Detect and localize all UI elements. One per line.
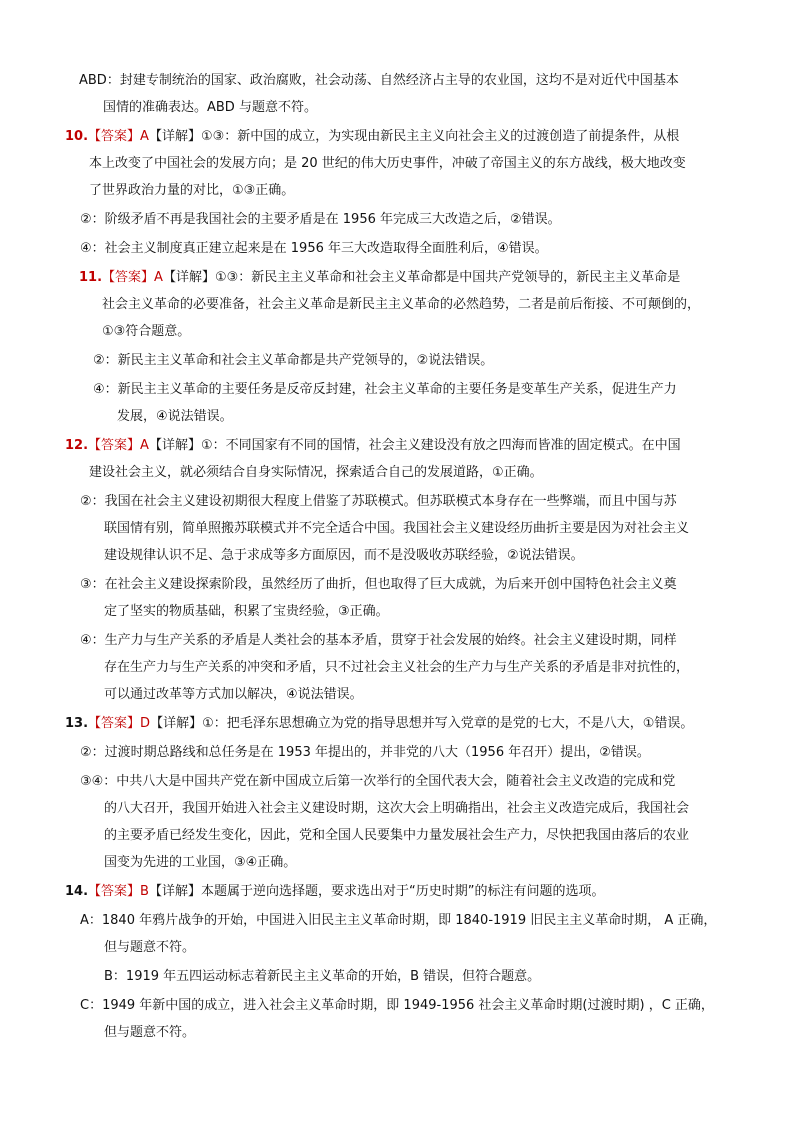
explanation-line: ④：社会主义制度真正建立起来是在 1956 年三大改造取得全面胜利后，④错误。 [80,241,548,256]
explanation-line: ④：新民主主义革命的主要任务是反帝反封建，社会主义革命的主要任务是变革生产关系，促进生产力 [93,382,677,397]
question-13-heading [65,715,693,733]
answer-letter: D [140,716,151,731]
question-number: 12. [65,438,89,453]
explanation-text: 【详解】①③：新民主主义革命和社会主义革命都是中国共产党领导的，新民主主义革命是 [162,270,681,285]
answer-tag: 【答案】 [88,884,141,899]
option-b-line: B：1919 年五四运动标志着新民主主义革命的开始，B 错误，但符合题意。 [104,969,541,984]
option-abd-line: ABD：封建专制统治的国家、政治腐败，社会动荡、自然经济占主导的农业国，这均不是对近代中国基本 [79,73,679,88]
explanation-line: ④：生产力与生产关系的矛盾是人类社会的基本矛盾，贯穿于社会发展的始终。社会主义建设时期，同样 [80,633,677,648]
explanation-line: 定了坚实的物质基础，积累了宝贵经验，③正确。 [104,604,389,619]
question-14-heading [65,883,604,901]
explanation-text: 【详解】①③：新中国的成立，为实现由新民主主义向社会主义的过渡创造了前提条件，从根 [148,129,680,144]
option-c-line: 但与题意不符。 [104,1025,196,1040]
answer-letter: A [140,129,149,144]
explanation-line: 联国情有别，简单照搬苏联模式并不完全适合中国。我国社会主义建设经历曲折主要是因为对社会主义 [104,521,690,536]
explanation-line: 建设规律认识不足、急于求成等多方面原因，而不是没吸收苏联经验，②说法错误。 [104,548,584,563]
explanation-line: 的八大召开，我国开始进入社会主义建设时期，这次大会上明确指出，社会主义改造完成后，我国社会 [104,801,690,816]
explanation-line: 存在生产力与生产关系的冲突和矛盾，只不过社会主义社会的生产力与生产关系的矛盾是非对抗性的， [104,660,690,675]
answer-tag: 【答案】 [88,438,141,453]
answer-tag: 【答案】 [88,129,141,144]
explanation-line: 建设社会主义，就必须结合自身实际情况，探索适合自己的发展道路，①正确。 [89,465,543,480]
answer-letter: B [140,884,149,899]
explanation-line: 社会主义革命的必要准备，社会主义革命是新民主主义革命的必然趋势，二者是前后衔接、不可颠倒的， [102,297,701,312]
question-number: 14. [65,884,89,899]
question-11-heading [79,269,680,287]
question-10-heading [65,128,679,146]
explanation-line: ③④：中共八大是中国共产党在新中国成立后第一次举行的全国代表大会，随着社会主义改造的完成和党 [80,774,676,789]
question-number: 11. [79,270,103,285]
explanation-line: 的主要矛盾已经发生变化，因此，党和全国人民要集中力量发展社会生产力，尽快把我国由落后的农业 [104,828,690,843]
explanation-line: ③：在社会主义建设探索阶段，虽然经历了曲折，但也取得了巨大成就，为后来开创中国特色社会主义奠 [80,577,677,592]
question-12-heading [65,437,681,455]
explanation-line: 发展，④说法错误。 [117,409,233,424]
explanation-line: ②：阶级矛盾不再是我国社会的主要矛盾是在 1956 年完成三大改造之后，②错误。 [80,212,561,227]
option-abd-line: 国情的准确表达。ABD 与题意不符。 [103,100,317,115]
option-c-line: C：1949 年新中国的成立，进入社会主义革命时期，即 1949-1956 社会主义革命时期(过渡时期) ，C 正确， [80,998,714,1013]
explanation-line: 可以通过改革等方式加以解决，④说法错误。 [104,687,363,702]
answer-letter: A [140,438,149,453]
answer-tag: 【答案】 [88,716,141,731]
explanation-line: ②：我国在社会主义建设初期很大程度上借鉴了苏联模式。但苏联模式本身存在一些弊端，而且中国与苏 [80,494,677,509]
explanation-text: 【详解】①：把毛泽东思想确立为党的指导思想并写入党章的是党的七大，不是八大，①错误。 [150,716,694,731]
answer-letter: A [154,270,163,285]
explanation-text: 【详解】本题属于逆向选择题，要求选出对于“历史时期”的标注有问题的选项。 [148,884,605,899]
option-a-line: A：1840 年鸦片战争的开始，中国进入旧民主主义革命时期，即 1840-1919 旧民主主义革命时期， A 正确， [80,913,717,928]
explanation-line: ②：过渡时期总路线和总任务是在 1953 年提出的，并非党的八大（1956 年召开）提出，②错误。 [80,745,650,760]
explanation-line: 了世界政治力量的对比，①③正确。 [89,183,295,198]
answer-tag: 【答案】 [102,270,155,285]
explanation-line: 本上改变了中国社会的发展方向；是 20 世纪的伟大历史事件，冲破了帝国主义的东方战线，极大地改变 [89,156,686,171]
option-a-line: 但与题意不符。 [104,940,196,955]
question-number: 13. [65,716,89,731]
explanation-line: 国变为先进的工业国，③④正确。 [104,855,297,870]
explanation-line: ①③符合题意。 [102,324,191,339]
question-number: 10. [65,129,89,144]
explanation-line: ②：新民主主义革命和社会主义革命都是共产党领导的，②说法错误。 [93,353,494,368]
explanation-text: 【详解】①：不同国家有不同的国情，社会主义建设没有放之四海而皆准的固定模式。在中国 [148,438,681,453]
